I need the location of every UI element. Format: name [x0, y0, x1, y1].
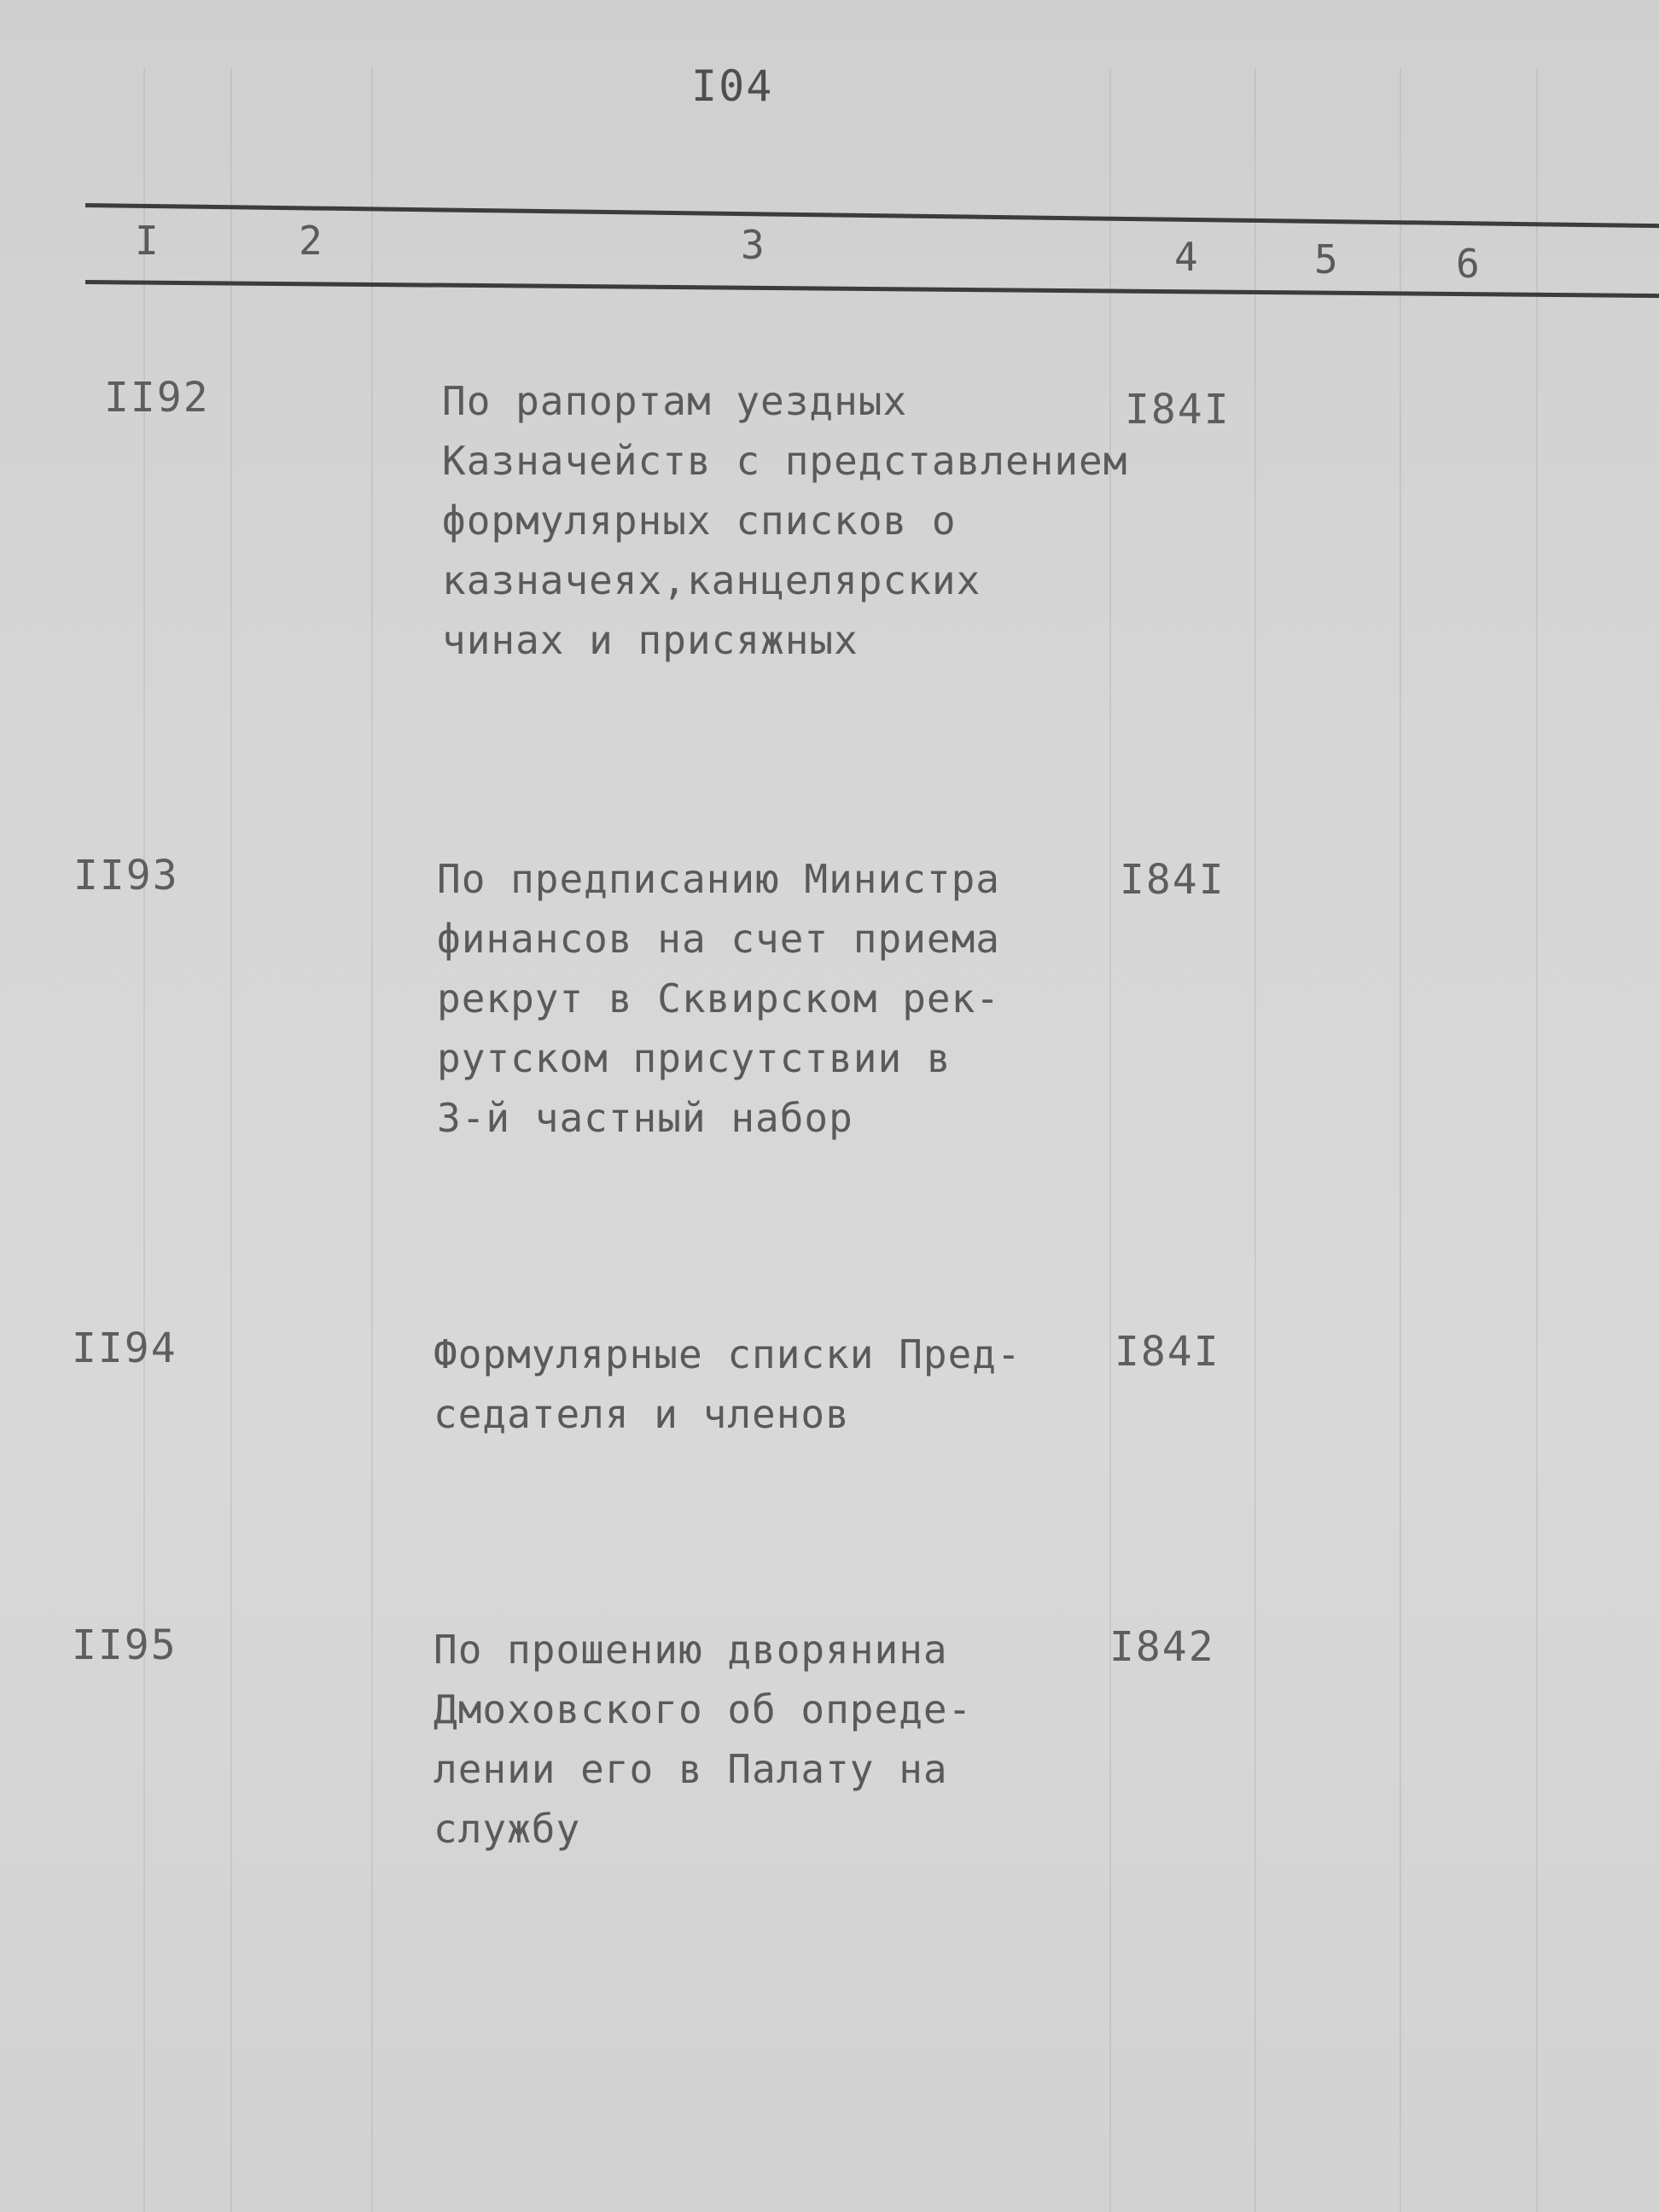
column-header-2: 2: [299, 218, 323, 264]
column-header-1: I: [135, 218, 159, 264]
description-line: По рапортам уездных: [442, 378, 908, 424]
description-line: казначеях,канцелярских: [442, 557, 981, 603]
record-year: I842: [1109, 1623, 1215, 1671]
record-year: I84I: [1125, 386, 1231, 434]
column-header-6: 6: [1456, 241, 1480, 287]
description-line: Казначейств с представлением: [442, 438, 1128, 484]
record-number: II95: [72, 1621, 178, 1669]
description-line: Дмоховского об опреде-: [434, 1686, 973, 1732]
record-number: II92: [104, 374, 210, 422]
record-year: I84I: [1115, 1328, 1220, 1376]
record-description: [437, 849, 1000, 1148]
description-line: финансов на счет приема: [437, 916, 1000, 962]
description-line: По предписанию Министра: [437, 856, 1000, 902]
column-header-3: 3: [741, 222, 765, 268]
record-description: [434, 1620, 972, 1859]
column-guide-line: [1400, 68, 1401, 2212]
description-line: лении его в Палату на: [434, 1746, 948, 1792]
page-number: I04: [691, 61, 774, 111]
column-guide-line: [1536, 68, 1538, 2212]
description-line: По прошению дворянина: [434, 1627, 948, 1673]
record-number: II94: [72, 1324, 178, 1372]
column-guide-line: [230, 68, 232, 2212]
description-line: формулярных списков о: [442, 498, 957, 544]
column-guide-line: [371, 68, 373, 2212]
record-year: I84I: [1120, 856, 1225, 904]
record-description: [434, 1324, 1022, 1444]
description-line: седателя и членов: [434, 1391, 850, 1437]
record-description: [442, 371, 1127, 670]
description-line: рутском присутствии в: [437, 1035, 952, 1081]
record-number: II93: [73, 852, 179, 899]
description-line: чинах и присяжных: [442, 617, 859, 663]
column-header-5: 5: [1314, 236, 1338, 282]
column-header-4: 4: [1174, 234, 1198, 280]
description-line: рекрут в Сквирском рек-: [437, 975, 1000, 1022]
column-guide-line: [1254, 68, 1256, 2212]
header-bottom-rule: [85, 280, 1659, 298]
description-line: 3-й частный набор: [437, 1095, 853, 1141]
description-line: Формулярные списки Пред-: [434, 1331, 1022, 1377]
description-line: службу: [434, 1806, 581, 1852]
